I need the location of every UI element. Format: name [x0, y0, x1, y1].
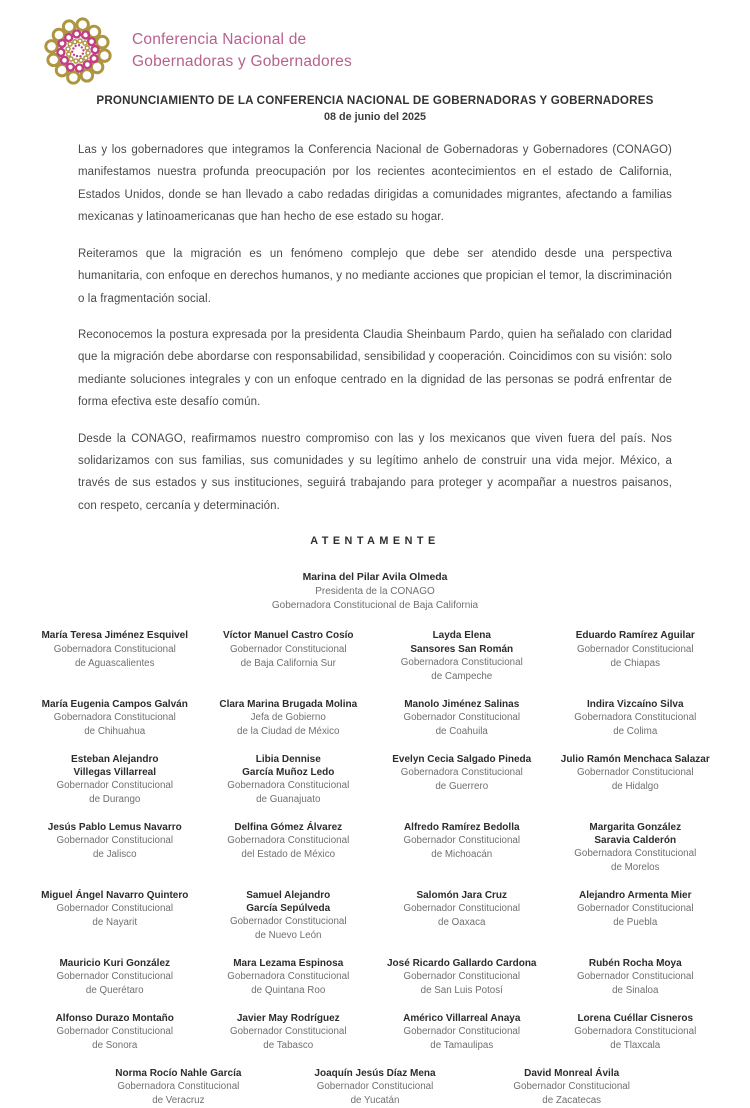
signatory-region: de San Luis Potosí: [420, 985, 503, 997]
signatory: [32, 629, 198, 670]
signatory-role: Gobernador Constitucional: [513, 1081, 630, 1093]
signatory-role: Gobernadora Constitucional: [227, 780, 350, 791]
signatory-role: Gobernadora Constitucional: [53, 643, 176, 655]
signatory: [206, 957, 372, 998]
brand-line1: Conferencia Nacional de: [132, 31, 307, 48]
signatory: [32, 753, 198, 807]
signatory-region: de Quintana Roo: [251, 985, 326, 997]
signatory-name: Rubén Rocha Moya: [588, 958, 682, 970]
signatory-region: de Yucatán: [350, 1095, 400, 1107]
signatory-role: Gobernador Constitucional: [403, 1026, 521, 1038]
president-signature: [0, 571, 750, 613]
signatory-region: de Tabasco: [263, 1040, 314, 1052]
signatory: [379, 957, 545, 998]
signatory-name: Layda Elena Sansores San Román: [410, 630, 514, 655]
signatory: [206, 821, 372, 862]
signatory-role: Gobernador Constitucional: [316, 1081, 434, 1093]
signatory: [206, 753, 372, 807]
signatory-role: Gobernadora Constitucional: [574, 1026, 697, 1038]
signatory-role: Gobernador Constitucional: [229, 916, 347, 928]
signatory-role: Gobernadora Constitucional: [53, 711, 176, 723]
document-title: PRONUNCIAMIENTO DE LA CONFERENCIA NACIONAL DE GOBERNADORAS Y GOBERNADORES: [96, 94, 654, 107]
signatory-region: de Chihuahua: [84, 725, 146, 737]
signatories-last-row: [85, 1067, 665, 1108]
signatory-region: de Tamaulipas: [430, 1040, 494, 1052]
signatory-role: Gobernadora Constitucional: [400, 656, 523, 668]
signatory-role: Gobernador Constitucional: [403, 835, 521, 846]
signatory-region: de Campeche: [431, 670, 493, 682]
signatory: [379, 821, 545, 862]
signatory-region: de Morelos: [611, 862, 660, 874]
signatory-role: Gobernador Constitucional: [56, 835, 174, 846]
signatory-name: Miguel Ángel Navarro Quintero: [41, 890, 189, 901]
signatory: [553, 698, 719, 739]
signatory-role: Gobernador Constitucional: [576, 903, 694, 915]
signatory-role: Gobernador Constitucional: [403, 971, 521, 983]
signatory: [379, 698, 545, 739]
signatory-region: de Michoacán: [431, 848, 493, 860]
signatory-name: Víctor Manuel Castro Cosío: [222, 630, 354, 642]
signatory-name: David Monreal Ávila: [524, 1068, 620, 1080]
signatory-region: de Colima: [613, 725, 658, 737]
signatory-region: de Aguascalientes: [74, 657, 155, 669]
signatory-role: Gobernadora Constitucional: [574, 848, 697, 860]
signatory: [282, 1067, 469, 1108]
signatory-role: Gobernador Constitucional: [56, 1026, 174, 1038]
signatory: [32, 957, 198, 998]
document-date: 08 de junio del 2025: [323, 111, 426, 123]
signatory-region: de Veracruz: [152, 1095, 205, 1107]
signatory-region: de la Ciudad de México: [237, 725, 340, 737]
signatory-name: Evelyn Cecia Salgado Pineda: [392, 753, 532, 765]
conago-logo-icon: [40, 14, 116, 88]
signatories-grid: [32, 629, 718, 1053]
signatory-name: Alfonso Durazo Montaño: [55, 1013, 174, 1025]
signatory-region: de Tlaxcala: [610, 1040, 661, 1052]
signatory-role: Jefa de Gobierno: [250, 711, 326, 723]
president-region: Gobernadora Constitucional de Baja California: [271, 600, 479, 612]
signatory-name: María Teresa Jiménez Esquivel: [41, 630, 189, 642]
signatory-name: Indira Vizcaíno Silva: [586, 698, 684, 710]
brand-line2: Gobernadoras y Gobernadores: [132, 52, 352, 70]
document-body: [78, 139, 672, 517]
signatory-region: de Nayarit: [92, 917, 138, 929]
signatory-region: de Zacatecas: [542, 1095, 602, 1107]
signatory-role: Gobernadora Constitucional: [400, 766, 523, 778]
signatory-region: de Sinaloa: [612, 985, 659, 997]
signatory-region: de Jalisco: [92, 848, 137, 860]
signatory-region: de Puebla: [613, 917, 658, 929]
signatory: [379, 753, 545, 794]
paragraph-2: Reiteramos que la migración es un fenómeno complejo que debe ser atendido desde una perspectiva humanitaria, con enfoque en derechos humanos, y no mediante acciones que propician el temor, la discriminación o la fragmentación social.: [78, 247, 672, 305]
signatory-name: Javier May Rodríguez: [236, 1013, 340, 1025]
signatory-name: María Eugenia Campos Galván: [41, 698, 188, 710]
signatory-region: de Sonora: [92, 1040, 138, 1052]
signatory-region: de Guerrero: [435, 780, 489, 792]
signatory: [206, 1012, 372, 1053]
signatory-role: Gobernador Constitucional: [576, 643, 694, 655]
signatory: [553, 889, 719, 930]
signatory-role: Gobernador Constitucional: [403, 903, 521, 915]
paragraph-4: Desde la CONAGO, reafirmamos nuestro compromiso con las y los mexicanos que viven fuera del país. Nos solidarizamos con sus familias, sus comunidades y su legítimo anhelo de construir una vida mejor. México, a través de sus estados y sus instituciones, seguirá trabajando para proteger y acompañar a nuestros paisanos, con respeto, cercanía y determinación.: [78, 432, 672, 512]
signatory-name: Jesús Pablo Lemus Navarro: [47, 821, 182, 833]
signatory-role: Gobernador Constitucional: [229, 1026, 347, 1038]
closing-word: ATENTAMENTE: [310, 535, 440, 548]
signatory-name: Delfina Gómez Álvarez: [234, 821, 343, 833]
signatory-role: Gobernadora Constitucional: [574, 711, 697, 723]
signatory-name: Margarita González Saravia Calderón: [589, 821, 682, 846]
signatory: [32, 821, 198, 862]
signatory-name: Manolo Jiménez Salinas: [404, 698, 520, 710]
signatory: [32, 698, 198, 739]
signatory-role: Gobernador Constitucional: [56, 780, 174, 791]
signatory-name: Mauricio Kuri González: [59, 958, 171, 970]
signatory-name: Lorena Cuéllar Cisneros: [577, 1013, 694, 1025]
signatory: [85, 1067, 272, 1108]
signatory: [32, 1012, 198, 1053]
signatory-role: Gobernadora Constitucional: [117, 1081, 240, 1093]
signatory-name: Mara Lezama Espinosa: [233, 958, 344, 970]
signatory: [206, 698, 372, 739]
signatory-region: de Guanajuato: [256, 793, 321, 805]
signatory-name: Samuel Alejandro García Sepúlveda: [246, 890, 331, 915]
signatory-name: Alejandro Armenta Mier: [579, 890, 692, 901]
signatory-region: de Hidalgo: [611, 780, 659, 792]
signatory: [379, 889, 545, 930]
signatory-name: Libia Dennise García Muñoz Ledo: [242, 753, 335, 778]
signatory-role: Gobernador Constitucional: [576, 971, 694, 983]
signatory-region: de Coahuila: [435, 725, 488, 737]
signatory-role: Gobernador Constitucional: [56, 903, 174, 915]
signatory-role: Gobernador Constitucional: [576, 766, 694, 778]
signatory-role: Gobernador Constitucional: [403, 711, 521, 723]
signatory-role: Gobernador Constitucional: [56, 971, 174, 983]
president-name: Marina del Pilar Avila Olmeda: [302, 572, 448, 584]
signatory-name: Joaquín Jesús Díaz Mena: [314, 1068, 436, 1080]
signatory: [379, 629, 545, 683]
signatory-name: Clara Marina Brugada Molina: [219, 698, 358, 710]
signatory: [206, 629, 372, 670]
signatory: [553, 1012, 719, 1053]
signatory-name: Eduardo Ramírez Aguilar: [575, 630, 695, 642]
signatory-name: Esteban Alejandro Villegas Villarreal: [71, 753, 159, 778]
signatory: [32, 889, 198, 930]
document-header: [0, 0, 750, 88]
signatory-role: Gobernadora Constitucional: [227, 835, 350, 846]
title-block: [0, 94, 750, 123]
paragraph-1: Las y los gobernadores que integramos la Conferencia Nacional de Gobernadoras y Gobernadores (CONAGO) manifestamos nuestra profunda preocupación por los recientes acontecimientos en el estado de California, Estados Unidos, donde se han llevado a cabo redadas dirigidas a comunidades migrantes, afectando a familias mexicanas y latinoamericanas que han hecho de ese estado su hogar.: [78, 144, 672, 224]
signatory: [478, 1067, 665, 1108]
signatory-region: de Nuevo León: [255, 930, 322, 942]
signatory: [553, 753, 719, 794]
paragraph-3: Reconocemos la postura expresada por la presidenta Claudia Sheinbaum Pardo, quien ha señalado con claridad que la migración debe abordarse con responsabilidad, sensibilidad y cooperación. Coincidimos con su visión: solo mediante soluciones integrales y con un enfoque centrado en la dignidad de las personas se podrá enfrentar de forma efectiva este desafío común.: [78, 328, 672, 409]
signatory-name: Julio Ramón Menchaca Salazar: [560, 753, 710, 765]
brand-wordmark: [132, 14, 352, 72]
signatory: [553, 629, 719, 670]
signatory-region: de Baja California Sur: [240, 657, 336, 669]
signatory-role: Gobernador Constitucional: [229, 643, 347, 655]
signatory: [379, 1012, 545, 1053]
signatory-region: de Oaxaca: [438, 917, 486, 929]
signatory-name: Alfredo Ramírez Bedolla: [403, 821, 520, 833]
signatory-region: del Estado de México: [241, 848, 336, 860]
president-role: Presidenta de la CONAGO: [315, 586, 435, 598]
signatory-name: José Ricardo Gallardo Cardona: [387, 958, 537, 970]
signatory-name: Américo Villarreal Anaya: [403, 1013, 521, 1025]
signatory-region: de Querétaro: [85, 985, 144, 997]
signatory: [553, 957, 719, 998]
signatory-region: de Durango: [89, 793, 141, 805]
signatory-role: Gobernadora Constitucional: [227, 971, 350, 983]
signatory-region: de Chiapas: [610, 657, 661, 669]
signatory-name: Salomón Jara Cruz: [416, 890, 508, 901]
signatory: [553, 821, 719, 875]
signatory-name: Norma Rocío Nahle García: [115, 1068, 242, 1080]
signatory: [206, 889, 372, 943]
